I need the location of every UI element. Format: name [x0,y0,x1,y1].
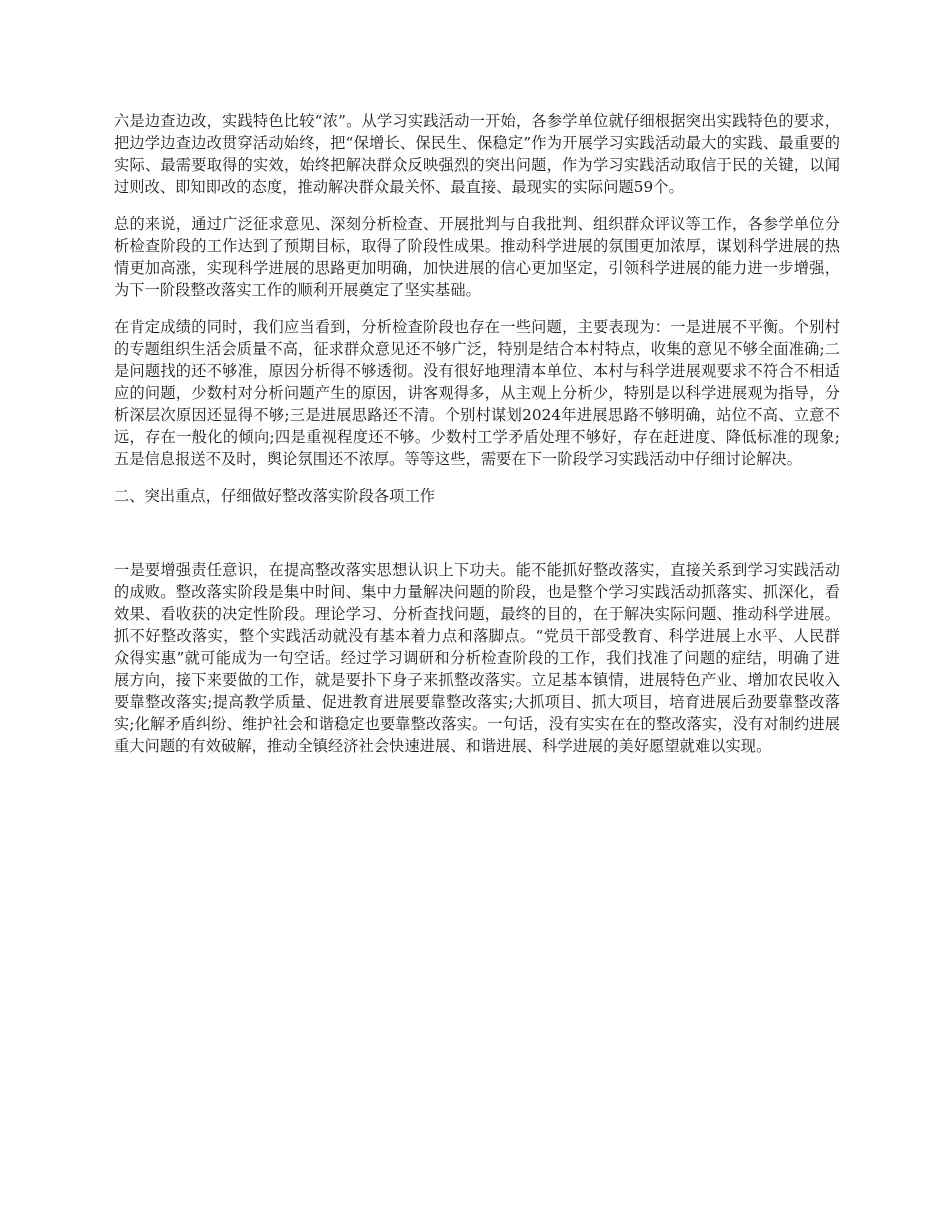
section-spacer [114,522,840,559]
document-page [114,110,840,772]
paragraph-practice-features: 六是边查边改，实践特色比较“浓”。从学习实践活动一开始，各参学单位就仔细根据突出实践特色的要求，把边学边查边改贯穿活动始终，把“保增长、保民生、保稳定”作为开展学习实践活动最大的实践、最重要的实际、最需要取得的实效，始终把解决群众反映强烈的突出问题，作为学习实践活动取信于民的关键，以闻过则改、即知即改的态度，推动解决群众最关怀、最直接、最现实的实际问题59个。 [114,112,840,196]
paragraph-responsibility: 一是要增强责任意识，在提高整改落实思想认识上下功夫。能不能抓好整改落实，直接关系到学习实践活动的成败。整改落实阶段是集中时间、集中力量解决问题的阶段，也是整个学习实践活动抓落实、抓深化，看效果、看收获的决定性阶段。理论学习、分析查找问题，最终的目的，在于解决实际问题、推动科学进展。抓不好整改落实，整个实践活动就没有基本着力点和落脚点。“党员干部受教育、科学进展上水平、人民群众得实惠”就可能成为一句空话。经过学习调研和分析检查阶段的工作，我们找准了问题的症结，明确了进展方向，接下来要做的工作，就是要扑下身子来抓整改落实。立足基本镇情，进展特色产业、增加农民收入要靠整改落实;提高教学质量、促进教育进展要靠整改落实;大抓项目、抓大项目，培育进展后劲要靠整改落实;化解矛盾纠纷、维护社会和谐稳定也要靠整改落实。一句话，没有实实在在的整改落实，没有对制约进展重大问题的有效破解，推动全镇经济社会快速进展、和谐进展、科学进展的美好愿望就难以实现。 [114,561,840,755]
paragraph-problems: 在肯定成绩的同时，我们应当看到，分析检查阶段也存在一些问题，主要表现为：一是进展不平衡。个别村的专题组织生活会质量不高，征求群众意见还不够广泛，特别是结合本村特点，收集的意见不够全面准确;二是问题找的还不够准，原因分析得不够透彻。没有很好地理清本单位、本村与科学进展观要求不符合不相适应的问题，少数村对分析问题产生的原因，讲客观得多，从主观上分析少，特别是以科学进展观为指导，分析深层次原因还显得不够;三是进展思路还不清。个别村谋划2024年进展思路不够明确，站位不高、立意不远，存在一般化的倾向;四是重视程度还不够。少数村工学矛盾处理不够好，存在赶进度、降低标准的现象;五是信息报送不及时，舆论氛围还不浓厚。等等这些，需要在下一阶段学习实践活动中仔细讨论解决。 [114,318,840,468]
paragraph-summary: 总的来说，通过广泛征求意见、深刻分析检查、开展批判与自我批判、组织群众评议等工作，各参学单位分析检查阶段的工作达到了预期目标，取得了阶段性成果。推动科学进展的氛围更加浓厚，谋划科学进展的热情更加高涨，实现科学进展的思路更加明确，加快进展的信心更加坚定，引领科学进展的能力进一步增强，为下一阶段整改落实工作的顺利开展奠定了坚实基础。 [114,215,840,299]
section-heading: 二、突出重点，仔细做好整改落实阶段各项工作 [114,487,436,505]
